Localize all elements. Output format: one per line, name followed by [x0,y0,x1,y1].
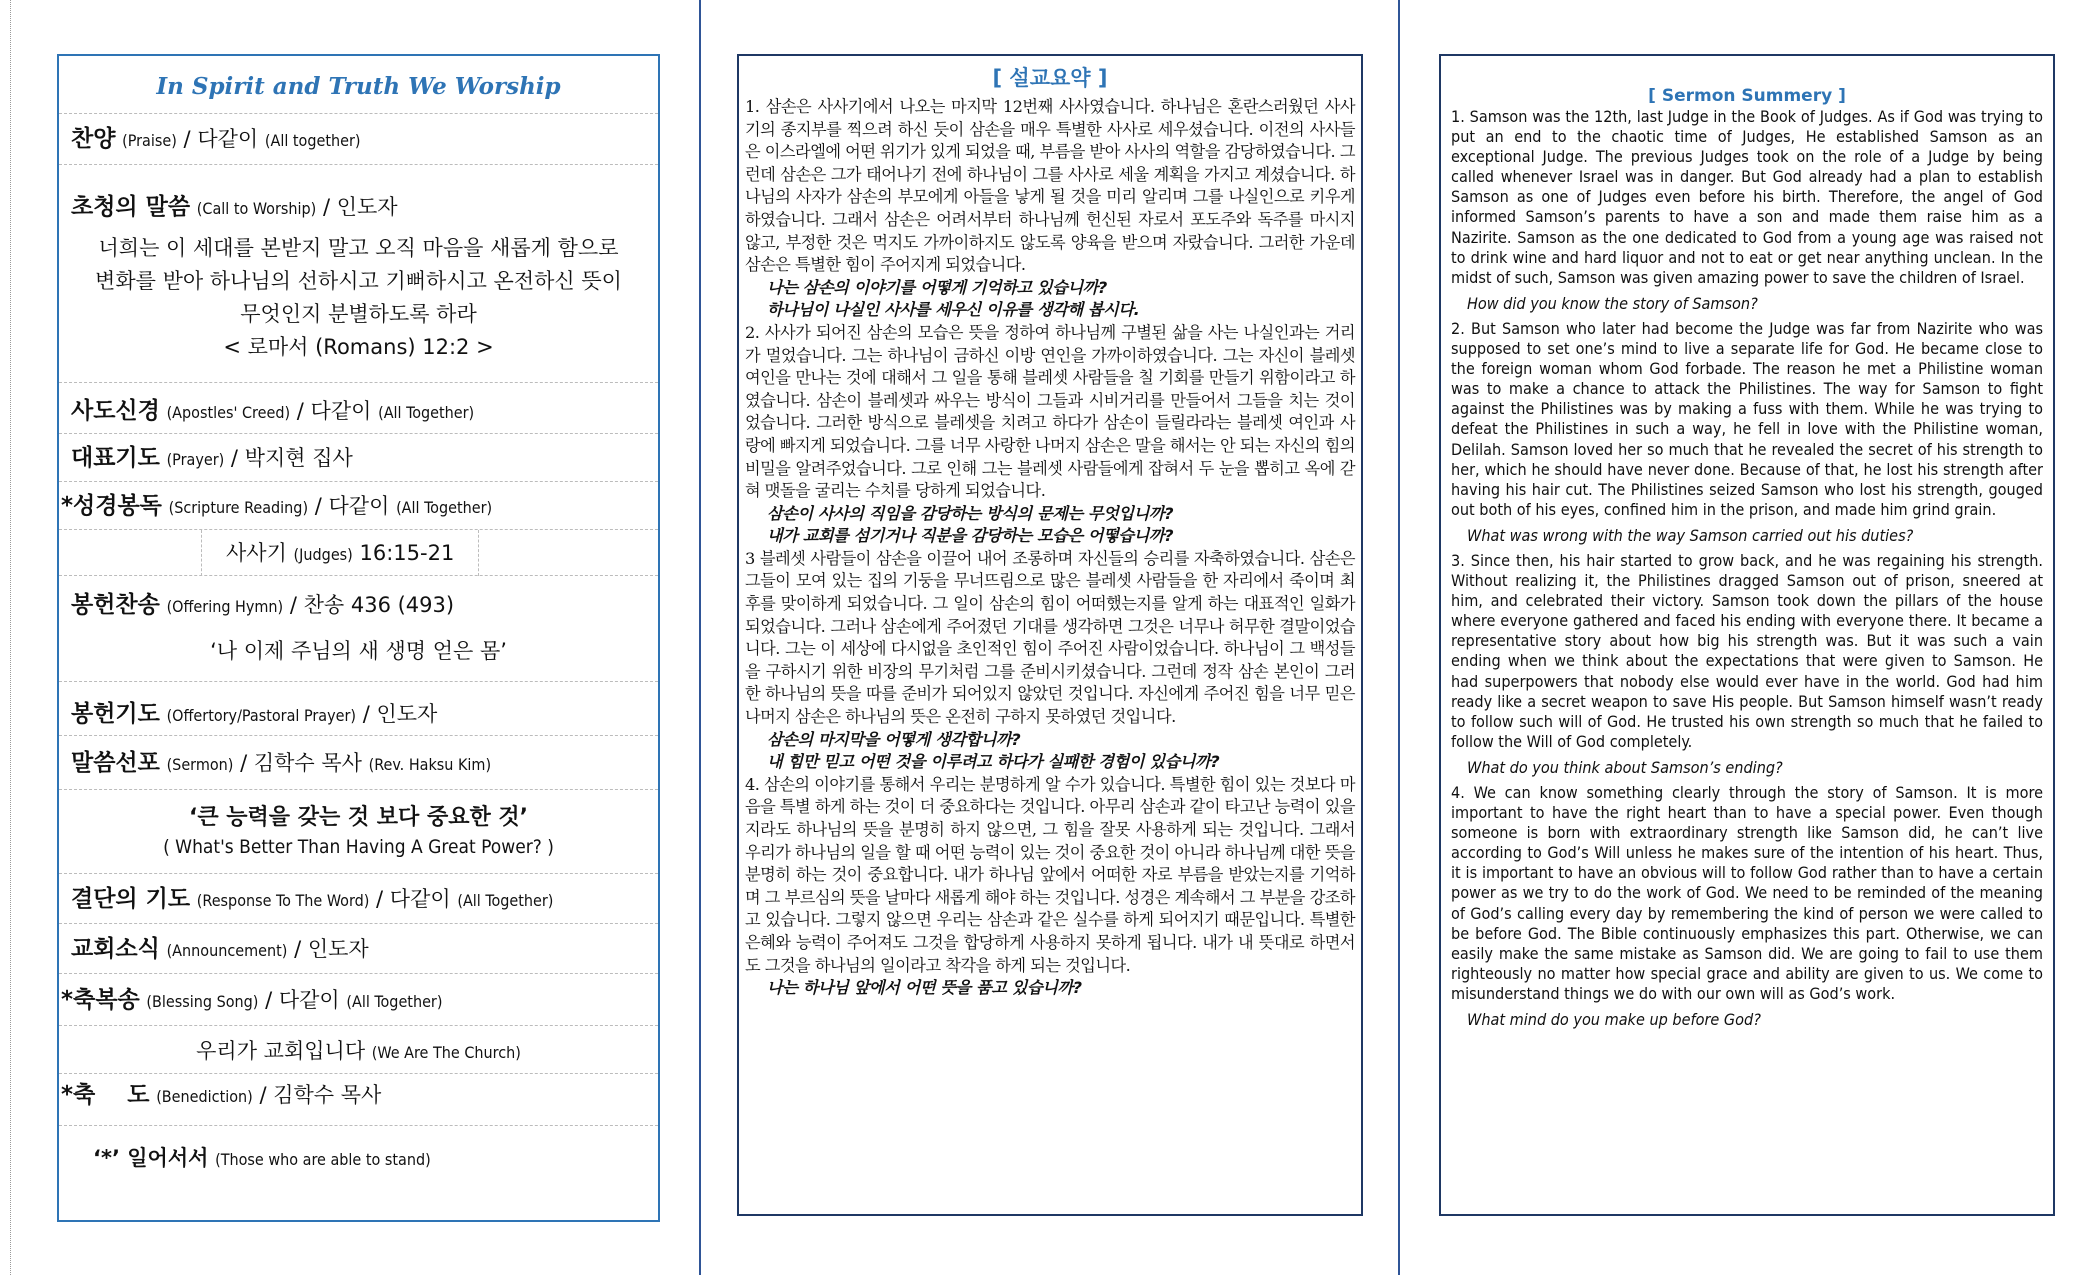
english-reflection-question: What mind do you make up before God? [1467,1010,1761,1030]
item-en: (Offering Hymn) [166,597,284,616]
sermon-title-block [59,790,658,874]
korean-reflection-question: 삼손의 마지막을 어떻게 생각합니까? [767,729,1021,749]
item-sep: / [252,1083,274,1107]
item-ko: 찬양 [71,126,116,152]
item-sep: / [296,399,311,423]
fold-line-right [1398,0,1400,1275]
korean-reflection-question: 내 힘만 믿고 어떤 것을 이루려고 하다가 실패한 경험이 있습니까? [767,752,1220,772]
item-ko: 봉헌찬송 [71,592,160,618]
item-ko: 교회소식 [71,936,160,962]
item-en: (Prayer) [166,450,225,469]
item-sep: / [230,446,245,470]
english-reflection-question: What was wrong with the way Samson carried out his duties? [1467,525,1914,545]
korean-paragraph-3: 3 블레셋 사람들이 삼손을 이끌어 내어 조롱하며 자신들의 승리를 자축하였습니다. 삼손은 그들이 모여 있는 집의 기둥을 무너뜨림으로 많은 블레셋 사람들을 한 자리에서 죽이며 최후를 맞이하게 되었습니다. 그 일이 삼손의 힘이 어떠했는지를 알게 하는 대표적인 일화가 되었습니다. 그러나 삼손에게 주어졌던 기대를 생각하면 그것은 너무나 허무한 결말이었습니다. 그는 이 세상에 다시없을 초인적인 힘이 주어진 사람이었습니다. 하나님이 그 백성들을 구하시기 위한 비장의 무기처럼 그를 준비시키셨습니다. 그런데 정작 삼손 본인이 그러한 하나님의 뜻을 따를 준비가 되어있지 않았던 것입니다. 자신에게 주어진 힘을 너무 믿은 나머지 삼손은 하나님의 뜻은 온전히 구하지 못하였던 것입니다. [745,548,1355,727]
sermon-title: ‘큰 능력을 갖는 것 보다 중요한 것’ [189,805,528,830]
korean-reflection-question: 하나님이 나실인 사사를 세우신 이유를 생각해 봅시다. [767,300,1140,320]
item-en: (Sermon) [166,755,234,774]
item-leader: 박지현 집사 [244,446,353,470]
sermon-title-en: ( What's Better Than Having A Great Power? ) [163,836,554,858]
closing-song-ko: 우리가 교회입니다 [196,1039,366,1063]
item-leader-en: (All Together) [457,891,554,910]
item-ko: 사도신경 [71,398,160,424]
order-item-apostles-creed [59,383,658,434]
english-paragraph-1: 1. Samson was the 12th, last Judge in the Book of Judges. As if God was trying to put an end to the chaotic time of Judges, He established Samson as an exceptional Judge. The previous Judges took on the role of a Judge by being called whenever Israel was in danger. But God already had a plan to establish Samson as one of Judges even before his birth. Therefore, the angel of God informed Samson’s parents to have a son and made them raise him as a Nazirite. Samson as the one dedicated to God from a young age was raised not to drink wine and hard liquor and not to eat or get near anything unclean. In the midst of such, Samson was given amazing power to save the children of Israel. [1451,107,2043,287]
closing-song-en: (We Are The Church) [371,1043,521,1062]
page-edge-line [10,0,11,1275]
item-leader: 다같이 [328,494,390,518]
korean-reflection-question: 내가 교회를 섬기거나 직분을 감당하는 모습은 어떻습니까? [767,526,1174,546]
order-item-blessing-song [59,974,658,1026]
standing-note [59,1126,658,1186]
item-sep: / [314,494,329,518]
item-leader: 찬송 436 (493) [303,593,455,617]
korean-paragraph-2: 2. 사사가 되어진 삼손의 모습은 뜻을 정하여 하나님께 구별된 삶을 사는 나실인과는 거리가 멀었습니다. 그는 하나님이 금하신 이방 연인을 가까이하였습니다. 그는 자신이 블레셋 여인을 만나는 것에 대해서 그 일을 통해 블레셋 사람들을 칠 기회를 만들기 위함이라고 하였습니다. 삼손이 블레셋과 싸우는 방식이 그들과 시비거리를 만들어서 그들을 치는 것이었습니다. 그러한 방식으로 블레셋을 치려고 하다가 삼손이 들릴라라는 블레셋 여인과 사랑에 빠지게 되었습니다. 그를 너무 사랑한 나머지 삼손은 말을 해서는 안 되는 자신의 힘의 비밀을 알려주었습니다. 그로 인해 그는 블레셋 사람들에게 잡혀서 두 눈을 뽑히고 옥에 갇혀 맷돌을 굴리는 수치를 당하게 되었습니다. [745,322,1355,501]
item-ko: 초청의 말씀 [71,194,191,220]
item-leader: 인도자 [376,702,438,726]
item-leader-en: (All Together) [378,403,475,422]
item-sep: / [294,937,308,961]
item-en: (Praise) [122,131,177,150]
item-en: (Apostles' Creed) [166,403,291,422]
call-verse-line: 변화를 받아 하나님의 선하시고 기뻐하시고 온전하신 뜻이 [95,269,622,293]
korean-paragraph-1: 1. 삼손은 사사기에서 나오는 마지막 12번째 사사였습니다. 하나님은 혼란스러웠던 사사기의 종지부를 찍으려 하신 듯이 삼손을 매우 특별한 사사로 세우셨습니다. 이전의 사사들은 이스라엘에 어떤 위기가 있게 되었을 때, 부름을 받아 사사의 역할을 감당하였습니다. 그런데 삼손은 그가 태어나기 전에 하나님이 그를 사사로 세울 계획을 가지고 계셨습니다. 하나님의 사자가 삼손의 부모에게 아들을 낳게 될 것을 미리 알리며 그를 나실인으로 키우게 하였습니다. 그래서 삼손은 어려서부터 하나님께 헌신된 자로서 포도주와 독주를 마시지 않고, 부정한 것은 먹지도 가까이하지도 않도록 양육을 받으며 자랐습니다. 그러한 가운데 삼손은 특별한 힘이 주어지게 되었습니다. [745,97,1355,275]
korean-paragraph-4: 4. 삼손의 이야기를 통해서 우리는 분명하게 알 수가 있습니다. 특별한 힘이 있는 것보다 마음을 특별 하게 하는 것이 더 중요하다는 것입니다. 아무리 삼손과 같이 타고난 능력이 있을지라도 하나님의 뜻을 분명히 하지 않으면, 그 힘을 잘못 사용하게 되는 것입니다. 그래서 우리가 하나님의 일을 할 때 어떤 능력이 있는 것이 중요한 것이 아니라 하나님께 대한 뜻을 분명히 하는 것이 중요합니다. 내가 하나님 앞에서 어떠한 자로 부름을 받았는지를 기억하며 그 부르심의 뜻을 날마다 새롭게 해야 하는 것입니다. 성경은 계속해서 그 부분을 강조하고 있습니다. 그렇지 않으면 우리는 삼손과 같은 실수를 하게 되어지기 때문입니다. 특별한 은혜와 능력이 주어져도 그것을 합당하게 사용하지 못하게 됩니다. 내가 내 뜻대로 하면서도 그것을 하나님의 일이라고 착각을 하게 되는 것입니다. [745,774,1355,975]
english-sermon-summary-panel [1439,54,2055,1216]
english-reflection-question: What do you think about Samson’s ending? [1467,757,1783,777]
order-item-call-to-worship [59,165,658,383]
item-sep: / [240,751,254,775]
order-item-announcement [59,924,658,974]
item-leader: 인도자 [336,195,398,219]
hymn-title: ‘나 이제 주님의 새 생명 얻은 몸’ [210,639,507,663]
item-en: (Benediction) [156,1087,253,1106]
item-sep: / [289,593,304,617]
english-paragraph-3: 3. Since then, his hair started to grow back, and he was regaining his strength. Without realizing it, the Philistines dragged Samson out of prison, sneered at him, and celebrated their victory. Samson took down the pillars of the house where everyone gathered and faced his ending with everyone there. It became a representative story about how big his strength was. But it was such a vain ending when we think about the expectations that were given to Samson. He had superpowers that nobody else would ever have in the world. God had him ready like a secret weapon to save His people. But Samson himself wasn’t ready to follow such will of God. He trusted his own strength so much that he failed to follow the Will of God completely. [1451,550,2043,751]
item-sep: / [376,887,390,911]
call-verse [59,232,658,364]
item-leader: 김학수 목사 [253,751,362,775]
fold-line-left [699,0,701,1275]
english-reflection-question: How did you know the story of Samson? [1467,293,1758,313]
call-verse-line: 너희는 이 세대를 본받지 말고 오직 마음을 새롭게 함으로 [98,236,619,260]
item-en: (Response To The Word) [196,891,370,910]
item-leader-en: (All Together) [396,498,493,517]
korean-sermon-summary-panel [737,54,1363,1216]
item-ko: 봉헌기도 [71,701,160,727]
call-verse-reference: < 로마서 (Romans) 12:2 > [223,335,494,359]
item-leader-en: (Rev. Haksu Kim) [368,755,492,774]
item-en: (Scripture Reading) [168,498,309,517]
item-en: (Offertory/Pastoral Prayer) [166,706,356,725]
call-verse-line: 무엇인지 분별하도록 하라 [240,302,477,326]
order-item-scripture-reading [59,482,658,530]
standing-note-en: (Those who are able to stand) [215,1150,431,1169]
item-ko: *축 도 [61,1082,150,1108]
scripture-book: 사사기 [226,541,287,565]
order-item-response [59,874,658,924]
english-paragraph-4: 4. We can know something clearly through the story of Samson. It is more important to have the right heart than to have a special power. Even though someone is born with extraordinary strength like Samson did, he can’t live according to God’s Will unless he makes sure of the intention of his heart. Thus, it is important to have an obvious will to follow God rather than to have a certain power as we try to do the work of God. We need to be reminded of the meaning of God’s calling every day by remembering the kind of person we were called to be before God. The Bible continuously emphasizes this part. Otherwise, we can easily make the same mistake as Samson did. We are going to fail to use them righteously no matter how special grace and ability are given to us. We come to misunderstand things we do with our own will as God’s work. [1451,783,2043,1003]
closing-song [59,1026,658,1074]
item-ko: 말씀선포 [71,750,160,776]
scripture-reference [201,530,479,576]
item-leader: 다같이 [310,399,372,423]
order-title: In Spirit and Truth We Worship [59,56,658,114]
item-en: (Blessing Song) [146,992,259,1011]
item-ko: 결단의 기도 [71,886,191,912]
order-item-sermon [59,736,658,790]
item-en: (Announcement) [166,941,288,960]
item-leader: 다같이 [389,887,451,911]
item-en: (Call to Worship) [196,199,317,218]
item-leader: 다같이 [278,988,340,1012]
order-item-praise [59,114,658,165]
item-leader-en: (All together) [264,131,361,150]
order-item-offering-hymn [59,576,658,682]
order-item-benediction [59,1074,658,1126]
item-ko: *성경봉독 [61,493,162,519]
standing-mark: ‘*’ 일어서서 [93,1146,209,1170]
item-ko: *축복송 [61,987,140,1013]
item-leader: 인도자 [307,937,369,961]
scripture-reference-row [59,530,658,576]
korean-reflection-question: 나는 삼손의 이야기를 어떻게 기억하고 있습니까? [767,277,1107,297]
item-leader-en: (All Together) [346,992,443,1011]
item-sep: / [183,127,198,151]
scripture-verses: 16:15-21 [359,541,455,565]
item-sep: / [362,702,377,726]
korean-reflection-question: 나는 하나님 앞에서 어떤 뜻을 품고 있습니까? [767,978,1082,998]
korean-summary-title: [ 설교요약 ] [992,66,1108,90]
english-paragraph-2: 2. But Samson who later had become the Judge was far from Nazirite who was supposed to set one’s mind to live a separate life for God. He became close to the foreign woman whom God forbade. The reason he met a Philistine woman was to make a chance to attack the Philistines. The way for Samson to fight against the Philistines was by making a fuss with them. While he was trying to defeat the Philistines in such a way, he fell in love with the Philistine woman, Delilah. Samson loved her so much that he revealed the secret of his strength to her, which he should have never done. Because of that, he lost his strength after having his hair cut. The Philistines seized Samson who lost his strength, gouged out both of his eyes, confined him in the prison, and made him grind grain. [1451,318,2043,519]
korean-reflection-question: 삼손이 사사의 직임을 감당하는 방식의 문제는 무엇입니까? [767,503,1174,523]
scripture-book-en: (Judges) [293,545,353,564]
order-item-prayer [59,434,658,482]
item-leader: 다같이 [197,127,259,151]
english-summary-title: [ Sermon Summery ] [1648,86,1846,106]
order-of-worship-panel [57,54,660,1222]
order-item-offertory-prayer [59,682,658,736]
item-leader: 김학수 목사 [273,1083,382,1107]
item-sep: / [322,195,337,219]
item-sep: / [265,988,279,1012]
item-ko: 대표기도 [71,445,160,471]
